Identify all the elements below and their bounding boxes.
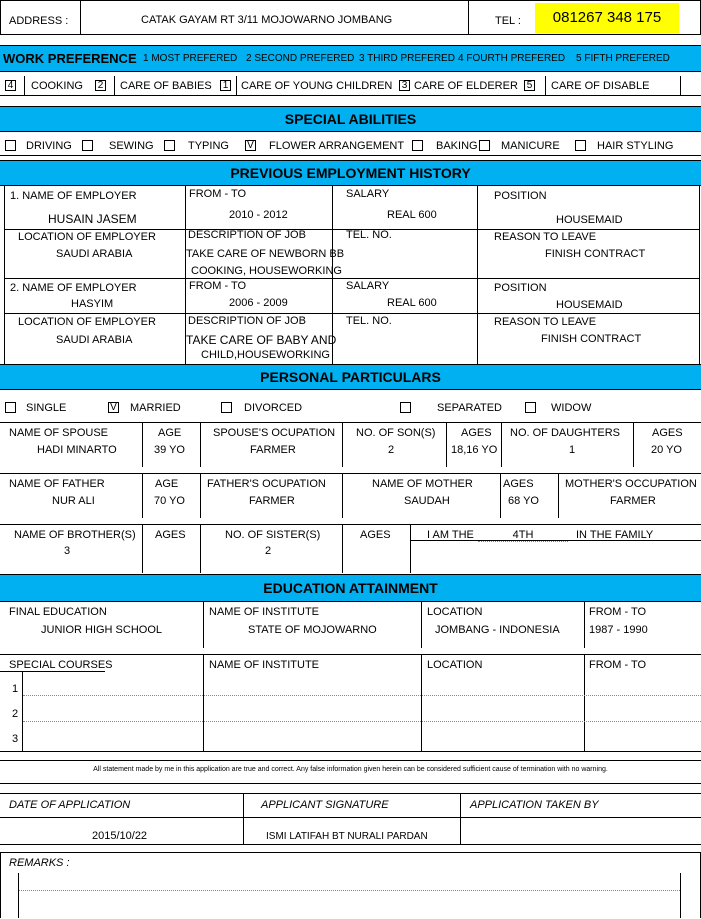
father-age: 70 YO xyxy=(154,495,185,507)
brothers-count: 3 xyxy=(64,545,71,557)
spouse-name: HADI MINARTO xyxy=(37,444,117,456)
spouse-age: 39 YO xyxy=(154,444,185,456)
education-bar: EDUCATION ATTAINMENT xyxy=(0,574,701,602)
job-1-employer-label: 1. NAME OF EMPLOYER xyxy=(10,190,137,202)
course-num-1: 1 xyxy=(12,683,19,695)
pref-label-cooking: COOKING xyxy=(31,80,83,92)
job-2-desc-label: DESCRIPTION OF JOB xyxy=(188,315,306,327)
signature-label: APPLICANT SIGNATURE xyxy=(261,799,389,811)
daughters-label: NO. OF DAUGHTERS xyxy=(510,427,621,439)
ability-label-baking: BAKING xyxy=(436,140,478,152)
employment-history-bar: PREVIOUS EMPLOYMENT HISTORY xyxy=(0,160,701,186)
address-row xyxy=(0,0,701,35)
job-1-location: SAUDI ARABIA xyxy=(56,248,133,260)
job-2-location-label: LOCATION OF EMPLOYER xyxy=(18,316,156,328)
job-2-desc-2: CHILD,HOUSEWORKING xyxy=(201,349,330,361)
marital-status-row xyxy=(0,398,701,418)
location-label: LOCATION xyxy=(427,606,483,618)
status-check-separated[interactable] xyxy=(400,402,411,413)
father-occupation-label: FATHER'S OCUPATION xyxy=(207,478,326,490)
father-age-label: AGE xyxy=(155,478,179,490)
special-courses-label: SPECIAL COURSES xyxy=(9,659,113,671)
education-location: JOMBANG - INDONESIA xyxy=(435,624,560,636)
pref-scale-3: 3 THIRD PREFERED xyxy=(359,53,455,64)
pref-label-young-children: CARE OF YOUNG CHILDREN xyxy=(241,80,393,92)
tel-value: 081267 348 175 xyxy=(535,3,679,33)
pref-scale-4: 4 FOURTH PREFERED xyxy=(458,53,566,64)
work-preference-bar xyxy=(0,45,701,72)
address-value: CATAK GAYAM RT 3/11 MOJOWARNO JOMBANG xyxy=(141,14,393,26)
daughters-count: 1 xyxy=(569,444,576,456)
final-education-label: FINAL EDUCATION xyxy=(9,606,107,618)
mother-occupation-label: MOTHER'S OCCUPATION xyxy=(565,478,697,490)
ability-check-driving[interactable] xyxy=(5,140,16,151)
status-check-widow[interactable] xyxy=(525,402,536,413)
job-1-employer-name: HUSAIN JASEM xyxy=(48,212,137,226)
job-1 xyxy=(0,186,701,278)
courses-institute-label: NAME OF INSTITUTE xyxy=(209,659,319,671)
status-check-single[interactable] xyxy=(5,402,16,413)
job-1-from-to-label: FROM - TO xyxy=(189,188,247,200)
pref-scale-5: 5 FIFTH PREFERED xyxy=(576,53,670,64)
mother-name-label: NAME OF MOTHER xyxy=(372,478,473,490)
course-num-3: 3 xyxy=(12,733,19,745)
parents-row xyxy=(0,473,701,517)
job-2-position-label: POSITION xyxy=(494,282,547,294)
pref-rank-cooking[interactable]: 4 xyxy=(5,80,16,91)
status-label-divorced: DIVORCED xyxy=(244,402,303,414)
personal-particulars-bar: PERSONAL PARTICULARS xyxy=(0,364,701,390)
footer-signature-row xyxy=(0,793,701,845)
work-preference-title: WORK PREFERENCE xyxy=(3,51,137,66)
sons-label: NO. OF SON(S) xyxy=(356,427,436,439)
ability-check-sewing[interactable] xyxy=(82,140,93,151)
pref-label-elderer: CARE OF ELDERER xyxy=(414,80,518,92)
job-1-salary-label: SALARY xyxy=(346,188,390,200)
i-am-the-label: I AM THE xyxy=(427,529,474,541)
status-label-married: MARRIED xyxy=(130,402,181,414)
ability-label-driving: DRIVING xyxy=(26,140,72,152)
applicant-signature: ISMI LATIFAH BT NURALI PARDAN xyxy=(266,831,428,842)
special-courses-table xyxy=(0,654,701,752)
ability-label-typing: TYPING xyxy=(188,140,229,152)
ability-label-manicure: MANICURE xyxy=(501,140,560,152)
job-2-salary: REAL 600 xyxy=(387,297,437,309)
status-check-married[interactable]: V xyxy=(108,402,119,413)
father-name-label: NAME OF FATHER xyxy=(9,478,105,490)
job-2-employer-label: 2. NAME OF EMPLOYER xyxy=(10,282,137,294)
mother-age: 68 YO xyxy=(508,495,539,507)
sons-count: 2 xyxy=(388,444,395,456)
abilities-row xyxy=(0,136,701,156)
sisters-label: NO. OF SISTER(S) xyxy=(225,529,321,541)
job-2-location: SAUDI ARABIA xyxy=(56,334,133,346)
in-the-family-label: IN THE FAMILY xyxy=(576,529,654,541)
pref-rank-elderer[interactable]: 3 xyxy=(399,80,410,91)
status-label-widow: WIDOW xyxy=(551,402,592,414)
ability-label-flower: FLOWER ARRANGEMENT xyxy=(269,140,405,152)
sisters-count: 2 xyxy=(265,545,272,557)
job-2-tel-label: TEL. NO. xyxy=(346,315,392,327)
mother-name: SAUDAH xyxy=(404,495,450,507)
job-2-position: HOUSEMAID xyxy=(556,299,623,311)
pref-rank-young-children[interactable]: 1 xyxy=(220,80,231,91)
pref-rank-babies[interactable]: 2 xyxy=(95,80,106,91)
application-date: 2015/10/22 xyxy=(92,830,148,842)
spouse-occupation-label: SPOUSE'S OCUPATION xyxy=(213,427,336,439)
pref-label-disable: CARE OF DISABLE xyxy=(551,80,650,92)
job-2-from-to-label: FROM - TO xyxy=(189,280,247,292)
remarks-label: REMARKS : xyxy=(9,857,70,869)
special-abilities-bar: SPECIAL ABILITIES xyxy=(0,106,701,132)
sons-ages-label: AGES xyxy=(461,427,492,439)
spouse-row xyxy=(0,422,701,466)
job-1-tel-label: TEL. NO. xyxy=(346,229,392,241)
birth-order: 4TH xyxy=(478,529,568,542)
remarks-box[interactable] xyxy=(0,852,701,918)
brothers-ages-label: AGES xyxy=(155,529,186,541)
address-label: ADDRESS : xyxy=(9,15,69,27)
mother-age-label: AGES xyxy=(503,478,534,490)
education-from-to-label: FROM - TO xyxy=(589,606,647,618)
spouse-name-label: NAME OF SPOUSE xyxy=(9,427,109,439)
pref-rank-disable[interactable]: 5 xyxy=(524,80,535,91)
job-2-reason-label: REASON TO LEAVE xyxy=(494,316,597,328)
spouse-age-label: AGE xyxy=(158,427,182,439)
job-1-from-to: 2010 - 2012 xyxy=(229,209,288,221)
institute-name: STATE OF MOJOWARNO xyxy=(248,624,377,636)
status-check-divorced[interactable] xyxy=(221,402,232,413)
daughters-ages-label: AGES xyxy=(652,427,683,439)
date-label: DATE OF APPLICATION xyxy=(9,799,131,811)
spouse-occupation: FARMER xyxy=(250,444,296,456)
job-2-desc-1: TAKE CARE OF BABY AND xyxy=(186,333,337,347)
tel-label: TEL : xyxy=(495,15,521,27)
statement: All statement made by me in this application are true and correct. Any false information given herein can be considered sufficient cause of termination with no warning. xyxy=(0,760,701,784)
job-1-position-label: POSITION xyxy=(494,190,547,202)
sons-ages: 18,16 YO xyxy=(451,444,498,456)
pref-label-babies: CARE OF BABIES xyxy=(120,80,212,92)
job-1-desc-1: TAKE CARE OF NEWBORN BB xyxy=(186,248,345,260)
ability-check-hair[interactable] xyxy=(575,140,586,151)
job-2-salary-label: SALARY xyxy=(346,280,390,292)
courses-from-to-label: FROM - TO xyxy=(589,659,647,671)
father-occupation: FARMER xyxy=(249,495,295,507)
ability-label-sewing: SEWING xyxy=(109,140,154,152)
siblings-row xyxy=(0,524,701,572)
job-1-desc-label: DESCRIPTION OF JOB xyxy=(188,229,306,241)
ability-check-typing[interactable] xyxy=(164,140,175,151)
job-1-position: HOUSEMAID xyxy=(556,214,623,226)
job-1-location-label: LOCATION OF EMPLOYER xyxy=(18,231,156,243)
work-preference-row xyxy=(0,76,701,96)
ability-label-hair: HAIR STYLING xyxy=(597,140,674,152)
father-name: NUR ALI xyxy=(52,495,95,507)
job-1-salary: REAL 600 xyxy=(387,209,437,221)
daughters-ages: 20 YO xyxy=(651,444,682,456)
job-2-from-to: 2006 - 2009 xyxy=(229,297,288,309)
final-education: JUNIOR HIGH SCHOOL xyxy=(41,624,163,636)
brothers-label: NAME OF BROTHER(S) xyxy=(14,529,136,541)
education-row xyxy=(0,602,701,648)
job-1-desc-2: COOKING, HOUSEWORKING xyxy=(191,265,342,277)
courses-location-label: LOCATION xyxy=(427,659,483,671)
ability-check-flower[interactable]: V xyxy=(245,140,256,151)
job-2 xyxy=(0,278,701,364)
job-1-reason: FINISH CONTRACT xyxy=(545,248,646,260)
status-label-single: SINGLE xyxy=(26,402,67,414)
taken-by-label: APPLICATION TAKEN BY xyxy=(470,799,599,811)
mother-occupation: FARMER xyxy=(610,495,656,507)
institute-label: NAME OF INSTITUTE xyxy=(209,606,319,618)
education-from-to: 1987 - 1990 xyxy=(589,624,648,636)
course-num-2: 2 xyxy=(12,708,19,720)
pref-scale-1: 1 MOST PREFERED xyxy=(143,53,238,64)
status-label-separated: SEPARATED xyxy=(437,402,502,414)
sisters-ages-label: AGES xyxy=(360,529,391,541)
ability-check-baking[interactable] xyxy=(412,140,423,151)
job-1-reason-label: REASON TO LEAVE xyxy=(494,231,597,243)
pref-scale-2: 2 SECOND PREFERED xyxy=(246,53,355,64)
job-2-employer-name: HASYIM xyxy=(71,298,114,310)
job-2-reason: FINISH CONTRACT xyxy=(541,333,642,345)
ability-check-manicure[interactable] xyxy=(479,140,490,151)
